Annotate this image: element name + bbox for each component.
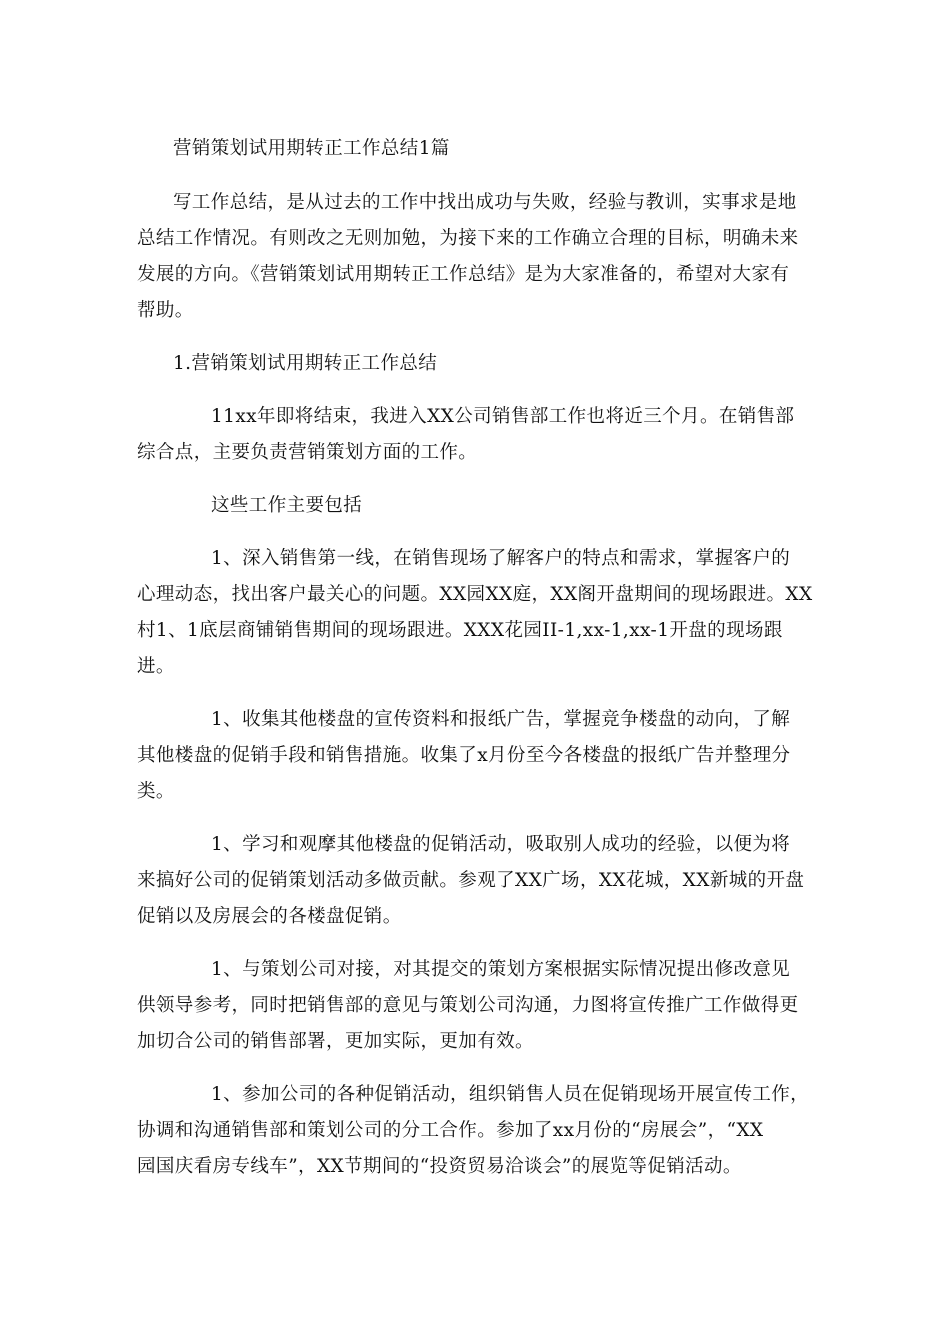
list-item-line: 其他楼盘的促销手段和销售措施。收集了x月份至今各楼盘的报纸广告并整理分 [137,745,791,766]
opening-line: 11xx年即将结束，我进入XX公司销售部工作也将近三个月。在销售部 [211,406,795,427]
list-item [137,952,813,1060]
opening-line: 综合点，主要负责营销策划方面的工作。 [137,442,478,463]
list-item-line: 促销以及房展会的各楼盘促销。 [137,906,402,927]
list-item-line: 心理动态，找出客户最关心的问题。XX园XX庭，XX阁开盘期间的现场跟进。XX [137,584,813,605]
intro-paragraph [137,185,813,329]
list-item-line: 来搞好公司的促销策划活动多做贡献。参观了XX广场，XX花城，XX新城的开盘 [137,870,805,891]
list-item-line: 协调和沟通销售部和策划公司的分工合作。参加了xx月份的“房展会”，“XX [137,1120,764,1141]
intro-line: 帮助。 [137,300,194,321]
list-intro: 这些工作主要包括 [211,495,363,516]
intro-line: 总结工作情况。有则改之无则加勉，为接下来的工作确立合理的目标，明确未来 [137,228,799,249]
list-item-line: 园国庆看房专线车”，XX节期间的“投资贸易洽谈会”的展览等促销活动。 [137,1156,742,1177]
opening-paragraph [137,399,813,471]
document-body [137,131,813,1185]
list-item-line: 1、学习和观摩其他楼盘的促销活动，吸取别人成功的经验，以便为将 [211,834,791,855]
list-item-line: 进。 [137,656,175,677]
list-item-line: 1、与策划公司对接，对其提交的策划方案根据实际情况提出修改意见 [211,959,791,980]
intro-line: 发展的方向。《营销策划试用期转正工作总结》是为大家准备的，希望对大家有 [137,264,790,285]
list-item-line: 1、深入销售第一线，在销售现场了解客户的特点和需求，掌握客户的 [211,548,791,569]
list-item [137,1077,813,1185]
intro-line: 写工作总结，是从过去的工作中找出成功与失败，经验与教训，实事求是地 [173,192,797,213]
list-item-line: 村1、1底层商铺销售期间的现场跟进。XXX花园II-1,xx-1,xx-1开盘的现场跟 [137,620,783,641]
document-title: 营销策划试用期转正工作总结1篇 [173,138,450,159]
list-item [137,702,813,810]
list-item-line: 加切合公司的销售部署，更加实际，更加有效。 [137,1031,534,1052]
list-item [137,541,813,685]
list-item-line: 1、收集其他楼盘的宣传资料和报纸广告，掌握竞争楼盘的动向，了解 [211,709,791,730]
list-item-line: 供领导参考，同时把销售部的意见与策划公司沟通，力图将宣传推广工作做得更 [137,995,799,1016]
list-item-line: 1、参加公司的各种促销活动，组织销售人员在促销现场开展宣传工作， [211,1084,810,1105]
list-item [137,827,813,935]
section-heading: 1.营销策划试用期转正工作总结 [173,353,438,374]
list-item-line: 类。 [137,781,175,802]
